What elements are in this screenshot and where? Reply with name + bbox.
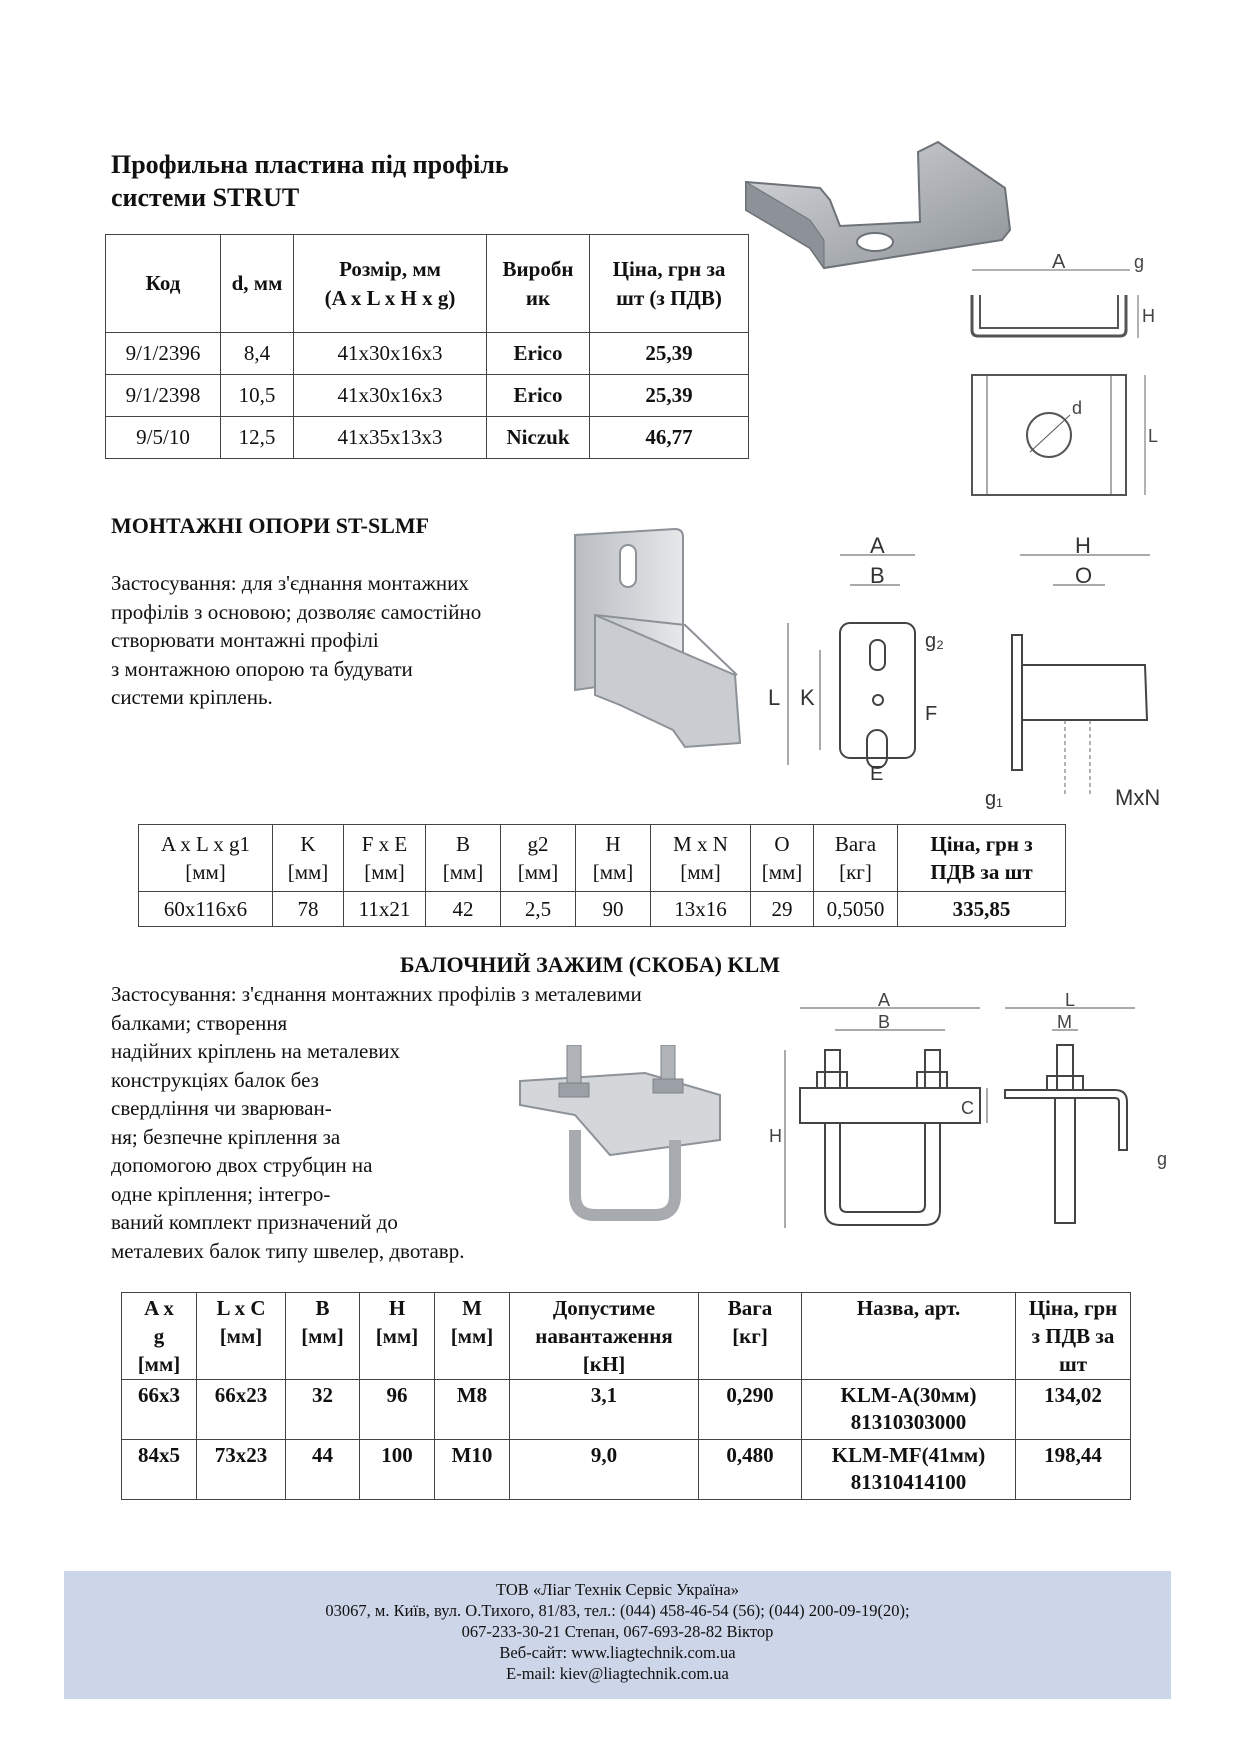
para-line: ваний комплект призначений до bbox=[111, 1210, 398, 1234]
company-website: Веб-сайт: www.liagtechnik.com.ua bbox=[499, 1643, 736, 1662]
col-header: B [мм] bbox=[286, 1293, 360, 1380]
para-line: ня; безпечне кріплення за bbox=[111, 1124, 341, 1149]
dim-l: L bbox=[768, 685, 781, 710]
support-side-drawing bbox=[965, 535, 1185, 815]
clamp-front-drawing bbox=[765, 990, 995, 1240]
plate-table bbox=[105, 234, 749, 459]
support-front-drawing bbox=[760, 535, 960, 785]
cell: KLM-A(30мм) 81310303000 bbox=[802, 1380, 1016, 1440]
dim-g: g bbox=[1134, 252, 1145, 272]
cell: 9/1/2398 bbox=[106, 375, 221, 417]
para-line: балками; створення bbox=[111, 1010, 288, 1035]
dim-a: A bbox=[878, 990, 891, 1010]
cell: 134,02 bbox=[1016, 1380, 1131, 1440]
cell: 11x21 bbox=[344, 892, 426, 927]
para-line: профілів з основою; дозволяє самостійно bbox=[111, 599, 482, 624]
cell: 44 bbox=[286, 1440, 360, 1500]
col-header: F x E [мм] bbox=[344, 825, 426, 892]
col-header: M [мм] bbox=[435, 1293, 510, 1380]
table-row bbox=[106, 417, 749, 459]
para-line: створювати монтажні профілі bbox=[111, 628, 379, 652]
dim-h: H bbox=[769, 1126, 782, 1146]
cell: 46,77 bbox=[590, 417, 749, 459]
dim-mxn: MxN bbox=[1115, 785, 1161, 810]
company-phones: 067-233-30-21 Степан, 067-693-28-82 Віктор bbox=[461, 1622, 774, 1641]
plate-top-drawing bbox=[960, 370, 1180, 500]
cell: 0,290 bbox=[699, 1380, 802, 1440]
cell: 32 bbox=[286, 1380, 360, 1440]
col-header: L x C [мм] bbox=[197, 1293, 286, 1380]
cell: 3,1 bbox=[510, 1380, 699, 1440]
cell: 60x116x6 bbox=[139, 892, 273, 927]
col-header: Вага [кг] bbox=[699, 1293, 802, 1380]
cell: 73x23 bbox=[197, 1440, 286, 1500]
section2-title: МОНТАЖНІ ОПОРИ ST-SLMF bbox=[111, 513, 430, 538]
col-header: Вага [кг] bbox=[814, 825, 898, 892]
dim-h: H bbox=[1075, 535, 1091, 558]
col-header: M x N [мм] bbox=[651, 825, 751, 892]
cell: 198,44 bbox=[1016, 1440, 1131, 1500]
cell: 42 bbox=[426, 892, 501, 927]
dim-m: M bbox=[1057, 1012, 1072, 1032]
cell: 25,39 bbox=[590, 375, 749, 417]
para-line: Застосування: з'єднання монтажних профілів з металевими bbox=[111, 982, 642, 1006]
col-header: B [мм] bbox=[426, 825, 501, 892]
para-line: одне кріплення; інтегро- bbox=[111, 1181, 331, 1206]
cell: 100 bbox=[360, 1440, 435, 1500]
cell: 9/5/10 bbox=[106, 417, 221, 459]
table-row bbox=[106, 375, 749, 417]
dim-k: K bbox=[800, 685, 815, 710]
col-header-price: Ціна, грн з ПДВ за шт bbox=[898, 825, 1066, 892]
company-address: 03067, м. Київ, вул. О.Тихого, 81/83, тел.: (044) 458-46-54 (56); (044) 200-09-19(20); bbox=[325, 1601, 910, 1620]
table-row bbox=[139, 892, 1066, 927]
cell: 84x5 bbox=[122, 1440, 197, 1500]
cell: 12,5 bbox=[221, 417, 294, 459]
dim-a: A bbox=[870, 535, 885, 558]
dim-o: O bbox=[1075, 563, 1093, 588]
cell: Erico bbox=[487, 375, 590, 417]
cell: 41x30x16x3 bbox=[294, 375, 487, 417]
col-price: Ціна, грн за шт (з ПДВ) bbox=[590, 235, 749, 333]
cell: 10,5 bbox=[221, 375, 294, 417]
col-d: d, мм bbox=[221, 235, 294, 333]
dim-g: g bbox=[1157, 1149, 1168, 1169]
plate-table-header bbox=[106, 235, 749, 333]
col-header: Допустиме навантаження [кН] bbox=[510, 1293, 699, 1380]
dim-e: E bbox=[870, 763, 884, 785]
cell: 8,4 bbox=[221, 333, 294, 375]
col-header: H [мм] bbox=[360, 1293, 435, 1380]
section2-description bbox=[111, 569, 481, 712]
cell: 66x3 bbox=[122, 1380, 197, 1440]
support-table-header bbox=[139, 825, 1066, 892]
clamp-side-drawing bbox=[995, 990, 1185, 1240]
dim-b: B bbox=[870, 563, 885, 588]
col-header: Ціна, грн з ПДВ за шт bbox=[1016, 1293, 1131, 1380]
col-header: O [мм] bbox=[751, 825, 814, 892]
dim-l: L bbox=[1148, 426, 1159, 446]
dim-f: F bbox=[925, 703, 938, 725]
col-code: Код bbox=[106, 235, 221, 333]
clamp-table-header bbox=[122, 1293, 1131, 1380]
para-line: Застосування: для з'єднання монтажних bbox=[111, 571, 469, 595]
col-header: A x L x g1 [мм] bbox=[139, 825, 273, 892]
clamp-product-image bbox=[515, 1045, 730, 1230]
col-maker: Виробн ик bbox=[487, 235, 590, 333]
table-row bbox=[122, 1380, 1131, 1440]
dim-b: B bbox=[878, 1012, 891, 1032]
support-product-image bbox=[565, 525, 760, 750]
para-line: свердління чи зварюван- bbox=[111, 1096, 332, 1120]
cell: 41x35x13x3 bbox=[294, 417, 487, 459]
support-table bbox=[138, 824, 1066, 927]
section1-title-line1: Профильна пластина під профіль bbox=[111, 150, 509, 179]
cell: 9/1/2396 bbox=[106, 333, 221, 375]
col-size: Розмір, мм (A x L x H x g) bbox=[294, 235, 487, 333]
table-row bbox=[106, 333, 749, 375]
col-header: g2 [мм] bbox=[501, 825, 576, 892]
dim-l: L bbox=[1065, 990, 1076, 1010]
company-footer bbox=[64, 1571, 1171, 1699]
cell: M10 bbox=[435, 1440, 510, 1500]
table-row bbox=[122, 1440, 1131, 1500]
cell: 78 bbox=[273, 892, 344, 927]
cell: 0,480 bbox=[699, 1440, 802, 1500]
cell: KLM-MF(41мм) 81310414100 bbox=[802, 1440, 1016, 1500]
cell: 41x30x16x3 bbox=[294, 333, 487, 375]
cell: Niczuk bbox=[487, 417, 590, 459]
para-line: системи кріплень. bbox=[111, 685, 273, 709]
cell: 9,0 bbox=[510, 1440, 699, 1500]
dim-d: d bbox=[1072, 398, 1083, 418]
cell: 66x23 bbox=[197, 1380, 286, 1440]
dim-c: C bbox=[961, 1098, 974, 1118]
para-line: металевих балок типу швелер, двотавр. bbox=[111, 1238, 465, 1263]
section3-title: БАЛОЧНИЙ ЗАЖИМ (СКОБА) KLM bbox=[400, 952, 780, 977]
cell: 335,85 bbox=[898, 892, 1066, 927]
para-line: допомогою двох струбцин на bbox=[111, 1153, 373, 1177]
dim-g2: g₂ bbox=[925, 630, 944, 652]
cell: 96 bbox=[360, 1380, 435, 1440]
dim-a: A bbox=[1052, 251, 1066, 273]
col-header: K [мм] bbox=[273, 825, 344, 892]
col-header: A x g [мм] bbox=[122, 1293, 197, 1380]
cell: 13x16 bbox=[651, 892, 751, 927]
dim-g1: g₁ bbox=[985, 788, 1003, 810]
company-email: E-mail: kiev@liagtechnik.com.ua bbox=[506, 1664, 729, 1683]
section1-title-line2: системи STRUT bbox=[111, 183, 300, 212]
cell: M8 bbox=[435, 1380, 510, 1440]
cell: Erico bbox=[487, 333, 590, 375]
cell: 2,5 bbox=[501, 892, 576, 927]
col-header: H [мм] bbox=[576, 825, 651, 892]
company-name: ТОВ «Ліаг Технік Сервіс Україна» bbox=[496, 1580, 739, 1599]
col-header: Назва, арт. bbox=[802, 1293, 1016, 1380]
clamp-table bbox=[121, 1292, 1131, 1500]
para-line: з монтажною опорою та будувати bbox=[111, 656, 413, 681]
para-line: надійних кріплень на металевих bbox=[111, 1039, 400, 1063]
para-line: конструкціях балок без bbox=[111, 1067, 319, 1092]
cell: 29 bbox=[751, 892, 814, 927]
dim-h: H bbox=[1142, 306, 1155, 326]
plate-side-drawing bbox=[960, 250, 1160, 350]
cell: 25,39 bbox=[590, 333, 749, 375]
cell: 90 bbox=[576, 892, 651, 927]
section1-title bbox=[111, 148, 509, 214]
cell: 0,5050 bbox=[814, 892, 898, 927]
